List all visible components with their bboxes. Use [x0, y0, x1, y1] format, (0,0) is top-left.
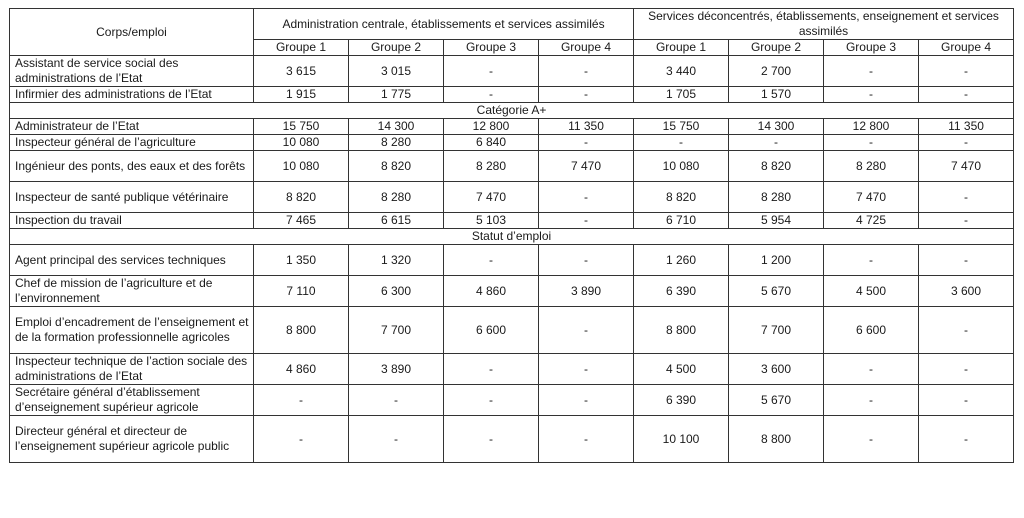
amount-cell: 12 800	[824, 119, 919, 135]
amount-cell: -	[349, 385, 444, 416]
amount-cell: 8 800	[729, 416, 824, 463]
corps-name-cell: Secrétaire général d’établissement d’enseignement supérieur agricole	[10, 385, 254, 416]
amount-cell: 1 350	[254, 245, 349, 276]
amount-cell: 7 470	[824, 182, 919, 213]
amount-cell: -	[539, 87, 634, 103]
amount-cell: 7 110	[254, 276, 349, 307]
amount-cell: 3 600	[919, 276, 1014, 307]
subgroup-header: Groupe 3	[444, 40, 539, 56]
amount-cell: -	[824, 135, 919, 151]
amount-cell: 7 465	[254, 213, 349, 229]
amount-cell: 6 600	[824, 307, 919, 354]
amount-cell: -	[919, 182, 1014, 213]
amount-cell: 5 670	[729, 276, 824, 307]
amount-cell: 10 080	[634, 151, 729, 182]
amount-cell: -	[824, 385, 919, 416]
amount-cell: -	[539, 354, 634, 385]
amount-cell: -	[539, 182, 634, 213]
amount-cell: 1 705	[634, 87, 729, 103]
amount-cell: 1 775	[349, 87, 444, 103]
amount-cell: 6 600	[444, 307, 539, 354]
amount-cell: 4 860	[254, 354, 349, 385]
amount-cell: 10 080	[254, 151, 349, 182]
amount-cell: -	[919, 87, 1014, 103]
amount-cell: 7 470	[919, 151, 1014, 182]
table-row	[10, 213, 1014, 229]
amount-cell: 4 860	[444, 276, 539, 307]
table-row	[10, 151, 1014, 182]
amount-cell: -	[444, 354, 539, 385]
table-header	[10, 9, 1014, 56]
amount-cell: 8 280	[349, 182, 444, 213]
amount-cell: 5 103	[444, 213, 539, 229]
corps-name-cell: Directeur général et directeur de l’enseignement supérieur agricole public	[10, 416, 254, 463]
amount-cell: -	[444, 87, 539, 103]
amount-cell: -	[444, 385, 539, 416]
amount-cell: 10 100	[634, 416, 729, 463]
corps-name-cell: Inspecteur général de l’agriculture	[10, 135, 254, 151]
amount-cell: 1 200	[729, 245, 824, 276]
amount-cell: 6 710	[634, 213, 729, 229]
category-title: Statut d’emploi	[10, 229, 1014, 245]
table-row	[10, 354, 1014, 385]
amount-cell: 7 470	[444, 182, 539, 213]
amount-cell: 1 260	[634, 245, 729, 276]
amount-cell: 8 280	[349, 135, 444, 151]
corps-name-cell: Inspecteur de santé publique vétérinaire	[10, 182, 254, 213]
amount-cell: 8 820	[254, 182, 349, 213]
deconcentrated-services-header: Services déconcentrés, établissements, enseignement et services assimilés	[634, 9, 1014, 40]
category-title: Catégorie A+	[10, 103, 1014, 119]
amount-cell: 2 700	[729, 56, 824, 87]
amount-cell: 8 820	[349, 151, 444, 182]
amount-cell: 10 080	[254, 135, 349, 151]
amount-cell: 1 320	[349, 245, 444, 276]
amount-cell: 7 700	[349, 307, 444, 354]
amount-cell: 6 615	[349, 213, 444, 229]
amount-cell: -	[919, 56, 1014, 87]
amount-cell: 7 470	[539, 151, 634, 182]
amount-cell: 8 280	[729, 182, 824, 213]
amount-cell: 14 300	[729, 119, 824, 135]
amount-cell: -	[539, 135, 634, 151]
amount-cell: 4 500	[634, 354, 729, 385]
amount-cell: 4 725	[824, 213, 919, 229]
amount-cell: -	[634, 135, 729, 151]
subgroup-header: Groupe 1	[254, 40, 349, 56]
table-row	[10, 276, 1014, 307]
table-body	[10, 56, 1014, 463]
amount-cell: -	[919, 385, 1014, 416]
amount-cell: 11 350	[919, 119, 1014, 135]
category-row	[10, 103, 1014, 119]
subgroup-header: Groupe 2	[729, 40, 824, 56]
amount-cell: -	[539, 213, 634, 229]
amount-cell: 8 280	[824, 151, 919, 182]
table-row	[10, 135, 1014, 151]
corps-name-cell: Chef de mission de l’agriculture et de l’environnement	[10, 276, 254, 307]
subgroup-header: Groupe 3	[824, 40, 919, 56]
central-administration-header: Administration centrale, établissements et services assimilés	[254, 9, 634, 40]
table-row	[10, 56, 1014, 87]
amount-cell: 4 500	[824, 276, 919, 307]
subgroup-header: Groupe 4	[539, 40, 634, 56]
corps-name-cell: Agent principal des services techniques	[10, 245, 254, 276]
amount-cell: 3 890	[349, 354, 444, 385]
subgroup-header: Groupe 4	[919, 40, 1014, 56]
corps-name-cell: Emploi d’encadrement de l’enseignement et de la formation professionnelle agricoles	[10, 307, 254, 354]
amount-cell: -	[539, 56, 634, 87]
amount-cell: 12 800	[444, 119, 539, 135]
corps-name-cell: Inspection du travail	[10, 213, 254, 229]
amount-cell: 6 840	[444, 135, 539, 151]
table-row	[10, 245, 1014, 276]
allowance-table	[9, 8, 1014, 463]
amount-cell: -	[444, 56, 539, 87]
amount-cell: -	[254, 385, 349, 416]
amount-cell: -	[539, 385, 634, 416]
amount-cell: -	[539, 416, 634, 463]
amount-cell: 3 615	[254, 56, 349, 87]
amount-cell: -	[539, 245, 634, 276]
amount-cell: 3 600	[729, 354, 824, 385]
amount-cell: -	[824, 416, 919, 463]
amount-cell: -	[824, 56, 919, 87]
amount-cell: 6 300	[349, 276, 444, 307]
table-row	[10, 182, 1014, 213]
amount-cell: 7 700	[729, 307, 824, 354]
corps-name-cell: Assistant de service social des administrations de l’Etat	[10, 56, 254, 87]
amount-cell: -	[919, 135, 1014, 151]
corps-name-cell: Inspecteur technique de l’action sociale des administrations de l’Etat	[10, 354, 254, 385]
amount-cell: 3 015	[349, 56, 444, 87]
amount-cell: -	[444, 245, 539, 276]
amount-cell: 8 820	[729, 151, 824, 182]
amount-cell: 3 890	[539, 276, 634, 307]
amount-cell: -	[254, 416, 349, 463]
amount-cell: 1 915	[254, 87, 349, 103]
amount-cell: -	[824, 87, 919, 103]
subgroup-header: Groupe 2	[349, 40, 444, 56]
corps-name-cell: Infirmier des administrations de l’Etat	[10, 87, 254, 103]
amount-cell: 15 750	[634, 119, 729, 135]
amount-cell: 5 670	[729, 385, 824, 416]
table-row	[10, 385, 1014, 416]
amount-cell: 6 390	[634, 276, 729, 307]
amount-cell: -	[919, 213, 1014, 229]
amount-cell: 11 350	[539, 119, 634, 135]
corps-name-cell: Administrateur de l’Etat	[10, 119, 254, 135]
amount-cell: 1 570	[729, 87, 824, 103]
amount-cell: -	[824, 245, 919, 276]
amount-cell: 8 820	[634, 182, 729, 213]
table-row	[10, 87, 1014, 103]
amount-cell: 14 300	[349, 119, 444, 135]
table-row	[10, 307, 1014, 354]
corps-column-header: Corps/emploi	[10, 9, 254, 56]
amount-cell: 8 800	[254, 307, 349, 354]
table-row	[10, 119, 1014, 135]
amount-cell: 6 390	[634, 385, 729, 416]
amount-cell: -	[539, 307, 634, 354]
amount-cell: 8 800	[634, 307, 729, 354]
amount-cell: -	[729, 135, 824, 151]
amount-cell: -	[349, 416, 444, 463]
amount-cell: -	[444, 416, 539, 463]
subgroup-header: Groupe 1	[634, 40, 729, 56]
amount-cell: 3 440	[634, 56, 729, 87]
amount-cell: -	[824, 354, 919, 385]
amount-cell: 5 954	[729, 213, 824, 229]
table-row	[10, 416, 1014, 463]
corps-name-cell: Ingénieur des ponts, des eaux et des forêts	[10, 151, 254, 182]
amount-cell: -	[919, 354, 1014, 385]
amount-cell: -	[919, 416, 1014, 463]
amount-cell: -	[919, 307, 1014, 354]
amount-cell: 8 280	[444, 151, 539, 182]
category-row	[10, 229, 1014, 245]
amount-cell: -	[919, 245, 1014, 276]
amount-cell: 15 750	[254, 119, 349, 135]
